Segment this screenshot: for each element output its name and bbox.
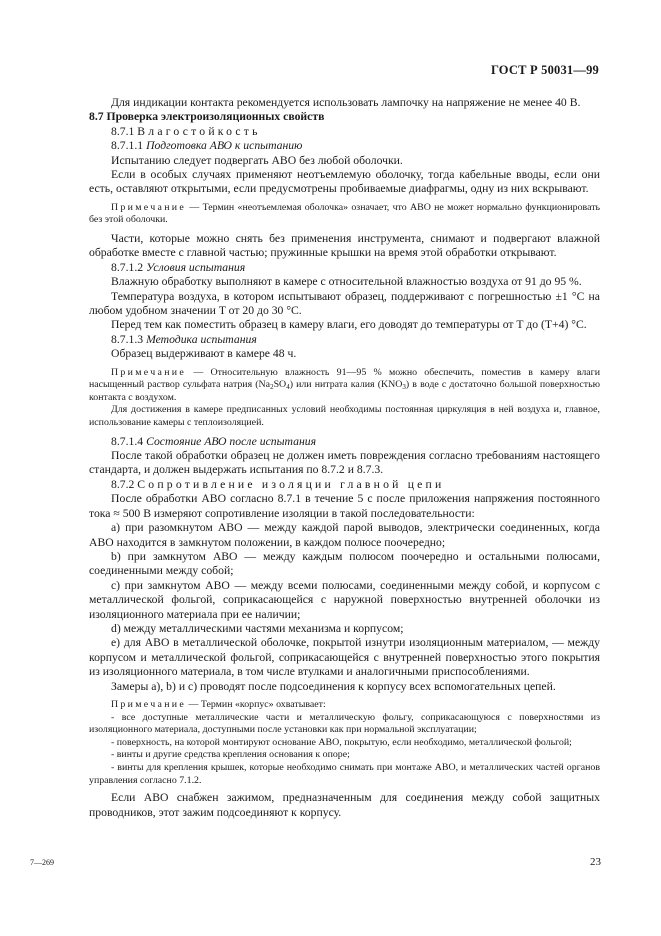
paragraph: Влажную обработку выполняют в камере с относительной влажностью воздуха от 91 до 95 %.: [111, 275, 582, 289]
subscript: 4: [286, 383, 290, 392]
note-label: Примечание: [111, 201, 187, 213]
intro-paragraph: Для индикации контакта рекомендуется использовать лампочку на напряжение не менее 40 В.: [111, 96, 581, 109]
list-item: е) для АВО в металлической оболочке, покрытой изнутри изоляционным материалом, — между корпусом и металлической фольгой, соприкасающейся с внутренней поверхностью этого покрытия из изоляционного материала, в том числе втулками и аналогичными приспособлениями.: [89, 636, 600, 679]
paragraph: Замеры а), b) и с) проводят после подсоединения к корпусу всех вспомогательных цепей.: [111, 679, 556, 693]
note-text: — Относительную влажность 91—95 % можно обеспечить, поместив в камеру влаги насыщенный раствор сульфата натрия (Na: [89, 366, 600, 391]
section-8-7-1-4-heading: [89, 435, 600, 449]
paragraph: Температура воздуха, в котором испытывают образец, поддерживают с погрешностью ±1 °C на любом удобном значении T от 20 до 30 °C.: [89, 289, 600, 318]
section-number: 8.7.1: [111, 124, 135, 138]
paragraph: Образец выдерживают в камере 48 ч.: [111, 347, 297, 361]
note-label: Примечание: [111, 698, 187, 710]
paragraph: Перед тем как поместить образец в камеру влаги, его доводят до температуры от T до (T+4) °C.: [111, 318, 587, 332]
section-number: 8.7.1.2: [111, 260, 144, 274]
note-label: Примечание: [111, 366, 187, 378]
note-text: — Термин «неотъемлемая оболочка» означает, что АВО не может нормально функционировать без этой оболочки.: [89, 201, 601, 226]
note-3: [89, 699, 600, 712]
note-text: SO: [273, 379, 287, 391]
subscript: 2: [270, 383, 274, 392]
paragraph: Части, которые можно снять без применения инструмента, снимают и подвергают влажной обработке вместе с главной частью; пружинные крышки на время этой обработки открывают.: [89, 232, 600, 260]
section-number: 8.7.1.3: [111, 332, 144, 346]
section-title: Влагостойкость: [137, 124, 261, 138]
section-8-7-1-1-heading: [89, 139, 600, 153]
section-8-7-1-3-heading: [89, 333, 600, 347]
section-8-7-1-2-heading: [89, 261, 600, 275]
note-3-item: - винты для крепления крышек, которые необходимо снимать при монтаже АВО, и металлических частей органов управления согласно 7.1.2.: [89, 761, 600, 786]
note-text: ) в воде с достаточно большой поверхностью контакта с воздухом.: [89, 379, 601, 403]
note-3-item: - поверхность, на которой монтируют основание АВО, покрытую, если необходимо, металлической фольгой;: [111, 736, 572, 748]
section-8-7-heading: 8.7 Проверка электроизоляционных свойств: [89, 110, 325, 124]
section-number: 8.7.2: [111, 477, 135, 491]
document-body: [89, 96, 600, 820]
note-1: [89, 202, 600, 227]
section-title: Методика испытания: [146, 332, 257, 346]
section-title: Состояние АВО после испытания: [146, 434, 317, 448]
list-item: а) при разомкнутом АВО — между каждой парой выводов, электрически соединенных, когда АВО находится в замкнутом положении, в каждом полюсе поочередно;: [89, 521, 600, 549]
note-3-item: - все доступные металлические части и металлическую фольгу, соприкасающуюся с поверхностями из изоляционного материала, доступными после установки как при нормальной эксплуатации;: [89, 711, 600, 736]
paragraph: После обработки АВО согласно 8.7.1 в течение 5 с после приложения напряжения постоянного тока ≈ 500 В измеряют сопротивление изоляции в такой последовательности:: [89, 492, 600, 520]
section-number: 8.7.1.1: [111, 139, 144, 153]
paragraph: Если в особых случаях применяют неотъемлемую оболочку, тогда кабельные вводы, если они есть, оставляют открытыми, если предусмотрены пробиваемые диафрагмы, одну из них вскрывают.: [89, 168, 600, 196]
note-3-item: - винты и другие средства крепления основания к опоре;: [111, 749, 350, 761]
section-title: Сопротивление изоляции главной цепи: [137, 477, 445, 491]
section-title: Подготовка АВО к испытанию: [146, 139, 303, 153]
paragraph: После такой обработки образец не должен иметь повреждения согласно требованиям настоящего стандарта, и должен выдержать испытания по 8.7.2 и 8.7.3.: [89, 449, 600, 477]
footer-code: 7—269: [30, 858, 54, 867]
note-2-continued: Для достижения в камере предписанных условий необходимы постоянная циркуляция в ней воздуха и, главное, использование камеры с теплоизоляцией.: [89, 404, 600, 429]
section-8-7-2-heading: [89, 478, 600, 492]
list-item: с) при замкнутом АВО — между всеми полюсами, соединенными между собой, и корпусом с металлической фольгой, соприкасающейся с наружной поверхностью внутренней оболочки из изоляционного материала при ее наличии;: [89, 578, 600, 621]
list-item: b) при замкнутом АВО — между каждым полюсом поочередно и остальными полюсами, соединенными между собой;: [89, 549, 600, 578]
page-number: 23: [590, 856, 601, 868]
section-8-7-1-heading: [89, 125, 600, 139]
note-text: — Термин «корпус» охватывает:: [188, 698, 326, 710]
section-title: Условия испытания: [146, 260, 246, 274]
note-2: [89, 367, 600, 405]
paragraph: Испытанию следует подвергать АВО без любой оболочки.: [111, 153, 403, 167]
section-number: 8.7.1.4: [111, 434, 144, 448]
document-header: ГОСТ Р 50031—99: [490, 63, 599, 77]
paragraph: Если АВО снабжен зажимом, предназначенным для соединения между собой защитных проводников, этот зажим подсоединяют к корпусу.: [89, 791, 600, 819]
list-item: d) между металлическими частями механизма и корпусом;: [111, 621, 404, 635]
note-text: ) или нитрата калия (KNO: [289, 379, 403, 391]
subscript: 3: [402, 383, 406, 392]
